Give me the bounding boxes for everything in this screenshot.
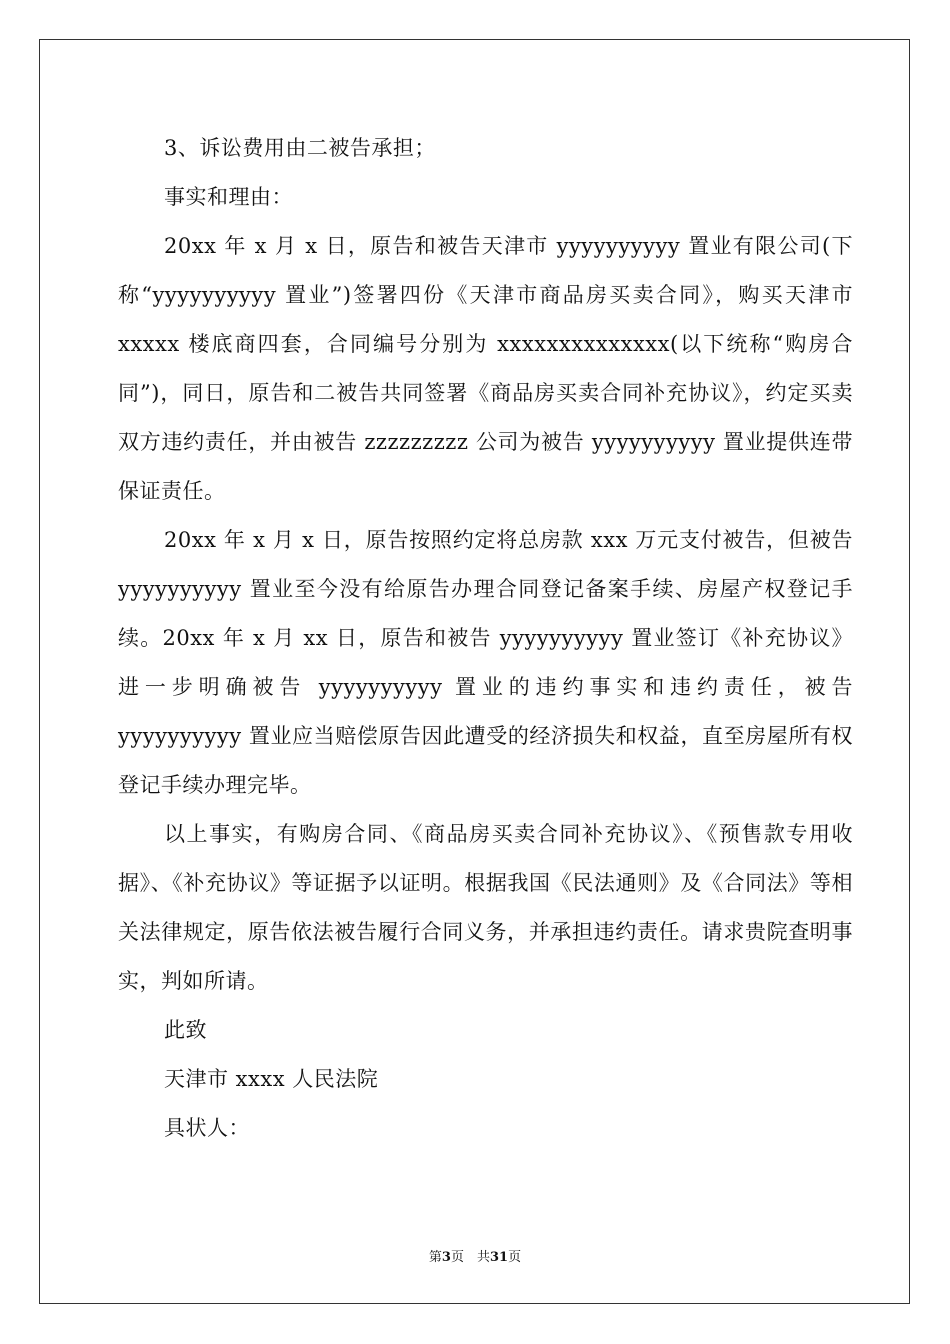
page-prefix: 第	[428, 1250, 442, 1265]
page-total: 31	[489, 1250, 509, 1265]
claim-item-3: 3、诉讼费用由二被告承担；	[164, 136, 436, 160]
court-name: 天津市 xxxx 人民法院	[164, 1067, 379, 1091]
signer-label: 具状人：	[164, 1116, 250, 1140]
closing-salutation: 此致	[164, 1018, 207, 1042]
page-mid: 页 共	[450, 1250, 490, 1265]
page-current: 3	[441, 1250, 451, 1265]
facts-paragraph-3: 以上事实，有购房合同、《商品房买卖合同补充协议》、《预售款专用收据》、《补充协议》等证据予以证明。根据我国《民法通则》及《合同法》等相关法律规定，原告依法被告履行合同义务，并承担违约责任。请求贵院查明事实，判如所请。	[118, 822, 853, 993]
document-body	[118, 124, 853, 1153]
facts-paragraph-1: 20xx 年 x 月 x 日，原告和被告天津市 yyyyyyyyyy 置业有限公司(下称“yyyyyyyyyy 置业”)签署四份《天津市商品房买卖合同》，购买天津市 xxxxx 楼底商四套，合同编号分别为 xxxxxxxxxxxxxx(以下统称“购房合同”)，同日，原告和二被告共同签署《商品房买卖合同补充协议》，约定买卖双方违约责任，并由被告 zzzzzzzzz 公司为被告 yyyyyyyyyy 置业提供连带保证责任。	[118, 234, 853, 503]
page-suffix: 页	[508, 1250, 522, 1265]
facts-paragraph-2: 20xx 年 x 月 x 日，原告按照约定将总房款 xxx 万元支付被告，但被告 yyyyyyyyyy 置业至今没有给原告办理合同登记备案手续、房屋产权登记手续。20xx 年 x 月 xx 日，原告和被告 yyyyyyyyyy 置业签订《补充协议》进一步明确被告 yyyyyyyyyy 置业的违约事实和违约责任，被告 yyyyyyyyyy 置业应当赔偿原告因此遭受的经济损失和权益，直至房屋所有权登记手续办理完毕。	[118, 528, 853, 797]
facts-heading: 事实和理由：	[164, 185, 293, 209]
page-footer	[0, 1246, 950, 1265]
